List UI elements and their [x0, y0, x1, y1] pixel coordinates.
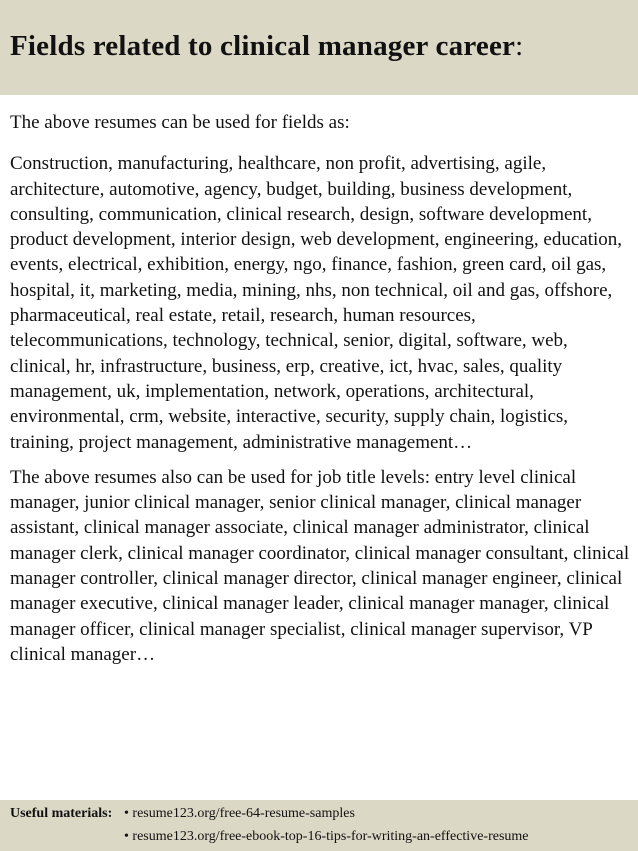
fields-list: Construction, manufacturing, healthcare, non profit, advertising, agile, architecture, automotive, agency, budget, building, business development, consulting, communication, clinical research, design, software development, product development, interior design, web development, engineering, education, events, electrical, exhibition, energy, ngo, finance, fashion, green card, oil gas, hospital, it, marketing, media, mining, nhs, non technical, oil and gas, offshore, pharmaceutical, real estate, retail, research, human resources, telecommunications, technology, technical, senior, digital, software, web, clinical, hr, infrastructure, business, erp, creative, ict, hvac, sales, quality management, uk, implementation, network, operations, architectural, environmental, crm, website, interactive, security, supply chain, logistics, training, project management, administrative management…	[10, 153, 623, 453]
page-title-colon: :	[515, 30, 524, 62]
header-banner	[0, 0, 638, 95]
useful-materials-label-text: Useful materials	[10, 806, 108, 821]
footer-link-resume-samples[interactable]: • resume123.org/free-64-resume-samples	[124, 806, 355, 821]
page-title-text: Fields related to clinical manager career	[10, 30, 516, 62]
useful-materials-label-colon: :	[107, 806, 113, 821]
page-title	[10, 30, 523, 63]
main-content	[10, 110, 632, 667]
useful-materials-label	[10, 806, 112, 822]
footer-banner	[0, 800, 638, 851]
job-levels-text: The above resumes also can be used for job title levels: entry level clinical manager, junior clinical manager, senior clinical manager, clinical manager assistant, clinical manager associate, clinical manager administrator, clinical manager clerk, clinical manager coordinator, clinical manager consultant, clinical manager controller, clinical manager director, clinical manager engineer, clinical manager executive, clinical manager leader, clinical manager manager, clinical manager officer, clinical manager specialist, clinical manager supervisor, VP clinical manager…	[10, 466, 630, 665]
footer-link-ebook-tips[interactable]: • resume123.org/free-ebook-top-16-tips-for-writing-an-effective-resume	[124, 829, 529, 844]
intro-text: The above resumes can be used for fields as:	[10, 112, 350, 133]
